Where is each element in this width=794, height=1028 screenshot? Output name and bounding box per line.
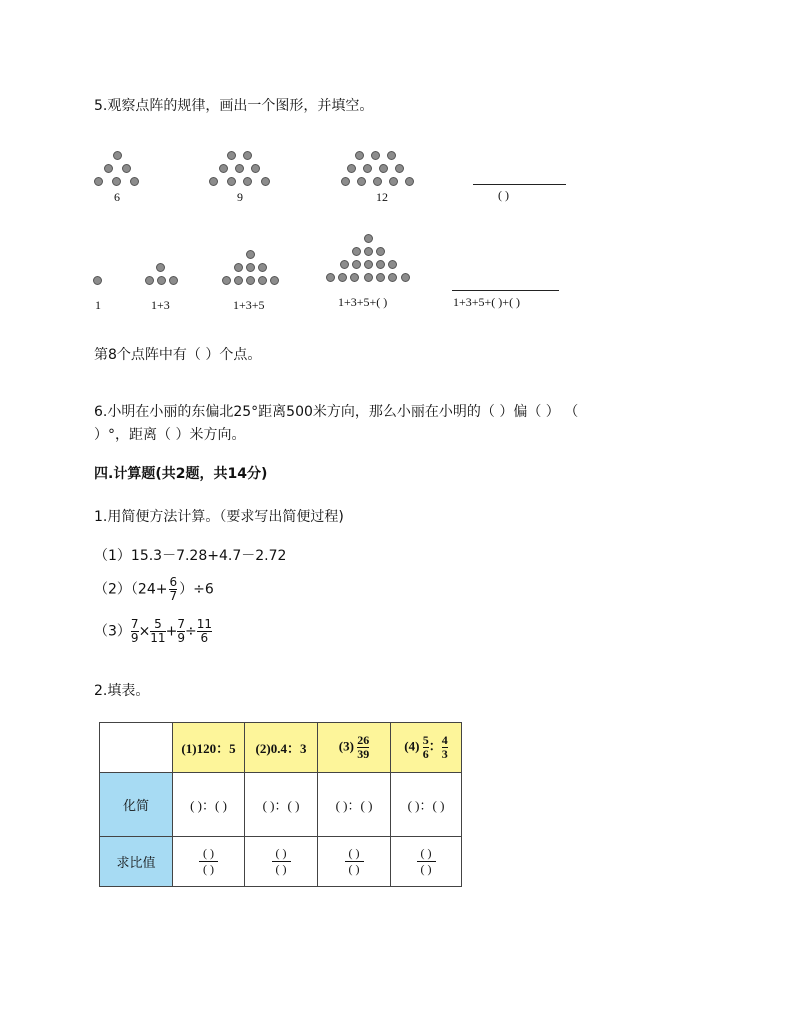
row-label-simplify: 化简 bbox=[100, 773, 173, 837]
dot bbox=[395, 164, 404, 173]
dot bbox=[363, 164, 372, 173]
dot bbox=[355, 151, 364, 160]
fraction: $\frac{7}{9}$ bbox=[130, 617, 139, 645]
table-header: (1)120：5 bbox=[173, 723, 245, 773]
dot bbox=[364, 234, 373, 243]
section-heading: 四.计算题(共2题，共14分) bbox=[94, 466, 268, 482]
dot bbox=[352, 247, 361, 256]
dot bbox=[338, 273, 347, 282]
dot bbox=[156, 263, 165, 272]
dot-label: 1+3 bbox=[151, 298, 170, 312]
fraction: $\frac{6}{7}$ bbox=[169, 575, 178, 603]
dot bbox=[227, 177, 236, 186]
dot bbox=[387, 151, 396, 160]
ratio-cell[interactable]: ( ) ( ) bbox=[173, 837, 245, 887]
dot-label: 1+3+5 bbox=[233, 298, 265, 312]
ratio-cell[interactable]: ( ) ( ) bbox=[318, 837, 391, 887]
dot bbox=[347, 164, 356, 173]
table-corner bbox=[100, 723, 173, 773]
dot bbox=[364, 247, 373, 256]
simplify-cell[interactable]: ( )：( ) bbox=[173, 773, 245, 837]
dot bbox=[246, 276, 255, 285]
dot bbox=[376, 273, 385, 282]
dot bbox=[341, 177, 350, 186]
dot bbox=[258, 276, 267, 285]
dot-label: 12 bbox=[376, 190, 388, 204]
dot-label: 1 bbox=[95, 298, 101, 312]
dot bbox=[93, 276, 102, 285]
dot bbox=[234, 263, 243, 272]
table-header: (3) $\frac{26}{39}$ bbox=[318, 723, 391, 773]
dot bbox=[376, 247, 385, 256]
dot bbox=[350, 273, 359, 282]
dot bbox=[388, 260, 397, 269]
dot bbox=[243, 177, 252, 186]
answer-blank-label: ( ) bbox=[498, 188, 509, 202]
calc-item-1: （1）15.3－7.28+4.7－2.72 bbox=[94, 548, 287, 564]
dot bbox=[258, 263, 267, 272]
fraction: $\frac{7}{9}$ bbox=[177, 617, 185, 645]
dot bbox=[326, 273, 335, 282]
dot bbox=[227, 151, 236, 160]
calc-item-3: （3） $\frac{7}{9}\times$ $\frac{5}{11}+$ $\frac{7}{9}\div$ $\frac{11}{6}$ bbox=[94, 617, 212, 645]
dot bbox=[130, 177, 139, 186]
dot bbox=[270, 276, 279, 285]
dot bbox=[340, 260, 349, 269]
dot bbox=[376, 260, 385, 269]
dot-label: 1+3+5+( ) bbox=[338, 295, 388, 309]
table-header: (4) $\frac{5}{6}$： $\frac{4}{3}$ bbox=[391, 723, 462, 773]
dot bbox=[251, 164, 260, 173]
calc-title: 1.用简便方法计算。（要求写出简便过程) bbox=[94, 509, 344, 525]
dot bbox=[145, 276, 154, 285]
dot bbox=[246, 263, 255, 272]
ratio-cell[interactable]: ( ) ( ) bbox=[391, 837, 462, 887]
dot bbox=[373, 177, 382, 186]
simplify-cell[interactable]: ( )：( ) bbox=[391, 773, 462, 837]
row-label-ratio: 求比值 bbox=[100, 837, 173, 887]
ratio-cell[interactable]: ( ) ( ) bbox=[245, 837, 318, 887]
fraction: $\frac{11}{6}$ bbox=[196, 617, 212, 645]
dot bbox=[234, 276, 243, 285]
dot bbox=[113, 151, 122, 160]
fill-table bbox=[99, 722, 462, 887]
dot bbox=[122, 164, 131, 173]
dot-label: 1+3+5+( )+( ) bbox=[453, 295, 521, 309]
dot-label: 9 bbox=[237, 190, 243, 204]
dot bbox=[235, 164, 244, 173]
dot bbox=[371, 151, 380, 160]
calc-item-2: （2）（24+ $\frac{6}{7} )\div 6$ bbox=[94, 575, 214, 603]
dot bbox=[401, 273, 410, 282]
q6-line1: 6.小明在小丽的东偏北25°距离500米方向，那么小丽在小明的（ ）偏（ ） （ bbox=[94, 404, 579, 420]
fraction: $\frac{5}{11}$ bbox=[150, 617, 166, 645]
dot bbox=[243, 151, 252, 160]
dot bbox=[364, 273, 373, 282]
dot bbox=[364, 260, 373, 269]
dot bbox=[157, 276, 166, 285]
answer-line bbox=[473, 184, 566, 185]
dot bbox=[112, 177, 121, 186]
dot bbox=[379, 164, 388, 173]
dot bbox=[388, 273, 397, 282]
dot bbox=[94, 177, 103, 186]
q5-title: 5.观察点阵的规律，画出一个图形，并填空。 bbox=[94, 98, 374, 114]
dot bbox=[389, 177, 398, 186]
dot bbox=[246, 250, 255, 259]
table-title: 2.填表。 bbox=[94, 683, 150, 699]
dot bbox=[209, 177, 218, 186]
answer-line bbox=[452, 290, 559, 291]
dot bbox=[357, 177, 366, 186]
dot bbox=[261, 177, 270, 186]
dot bbox=[222, 276, 231, 285]
q6-line2: ）°，距离（ ）米方向。 bbox=[94, 427, 246, 443]
dot bbox=[405, 177, 414, 186]
table-header: (2)0.4：3 bbox=[245, 723, 318, 773]
dot bbox=[104, 164, 113, 173]
q5-question: 第8个点阵中有（ ）个点。 bbox=[94, 347, 262, 363]
dot bbox=[352, 260, 361, 269]
simplify-cell[interactable]: ( )：( ) bbox=[318, 773, 391, 837]
simplify-cell[interactable]: ( )：( ) bbox=[245, 773, 318, 837]
dot bbox=[169, 276, 178, 285]
dot bbox=[219, 164, 228, 173]
dot-label: 6 bbox=[114, 190, 120, 204]
